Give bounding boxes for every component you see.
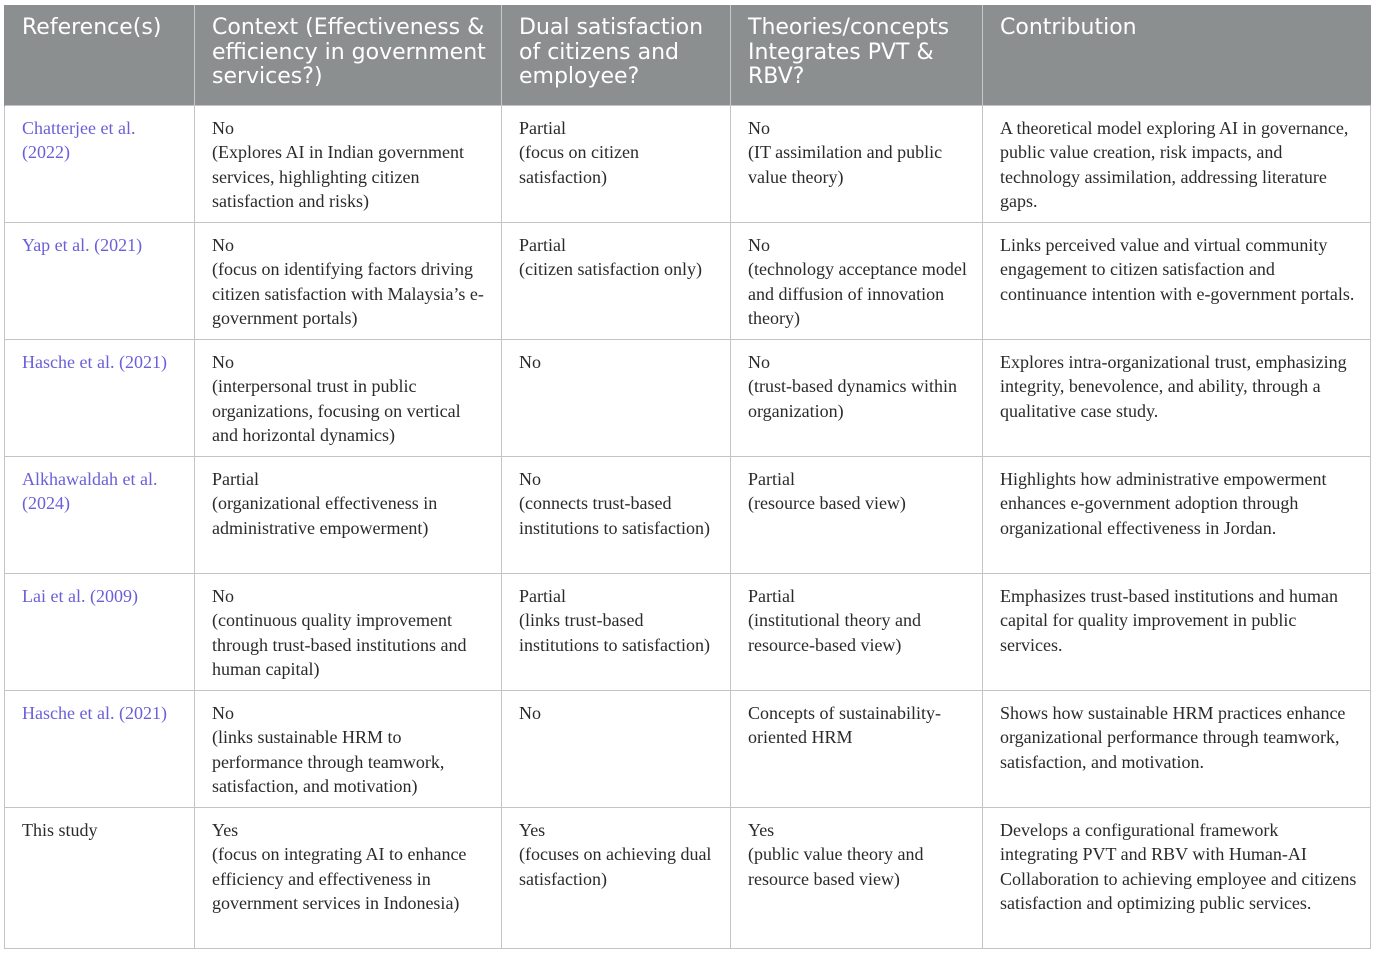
context-detail: (organizational effectiveness in administrative empowerment) [212,493,438,538]
theory-detail: (IT assimilation and public value theory) [748,142,943,187]
reference-link[interactable]: Hasche et al. (2021) [5,690,195,807]
context-detail: (continuous quality improvement through trust-based institutions and human capital) [212,610,467,680]
theory-detail: (public value theory and resource based view) [748,844,924,889]
dual-detail: (connects trust-based institutions to satisfaction) [519,493,710,538]
table-row [5,456,1371,573]
theory-cell [731,456,983,573]
table-row [5,339,1371,456]
table-row [5,807,1371,948]
header-reference: Reference(s) [5,5,195,105]
contribution-cell: Shows how sustainable HRM practices enhance organizational performance through teamwork, satisfaction, and motivation. [983,690,1371,807]
context-label: No [212,702,234,723]
context-detail: (focus on integrating AI to enhance efficiency and effectiveness in government services in Indonesia) [212,844,467,914]
dual-detail: (focus on citizen satisfaction) [519,142,639,187]
theory-detail: (technology acceptance model and diffusion of innovation theory) [748,259,967,329]
header-row [5,5,1371,105]
contribution-cell: Emphasizes trust-based institutions and human capital for quality improvement in public services. [983,573,1371,690]
context-label: No [212,234,234,255]
dual-detail: (focuses on achieving dual satisfaction) [519,844,712,889]
context-cell [195,690,502,807]
header-dual-satisfaction: Dual satisfaction of citizens and employee? [502,5,731,105]
context-detail: (Explores AI in Indian government services, highlighting citizen satisfaction and risks) [212,142,464,212]
table-body [5,105,1371,948]
dual-label: Yes [519,819,546,840]
context-cell [195,573,502,690]
dual-label: Partial [519,585,566,606]
theory-cell [731,573,983,690]
context-cell [195,105,502,222]
header-context: Context (Effectiveness & efficiency in government services?) [195,5,502,105]
table-row [5,573,1371,690]
theory-label: No [748,351,770,372]
contribution-cell: Links perceived value and virtual community engagement to citizen satisfaction and continuance intention with e-government portals. [983,222,1371,339]
theory-cell [731,339,983,456]
context-label: No [212,351,234,372]
table-header [5,5,1371,105]
table-row [5,222,1371,339]
dual-cell [502,222,731,339]
reference-link[interactable]: Alkhawaldah et al. (2024) [5,456,195,573]
theory-detail: (trust-based dynamics within organization) [748,376,957,421]
theory-label: Partial [748,585,795,606]
comparison-table [4,5,1371,949]
reference-link[interactable]: Hasche et al. (2021) [5,339,195,456]
reference-link[interactable]: Lai et al. (2009) [5,573,195,690]
dual-detail: (citizen satisfaction only) [519,259,702,280]
dual-label: No [519,351,541,372]
dual-cell [502,339,731,456]
theory-label: Concepts of sustainability-oriented HRM [748,702,941,748]
dual-label: No [519,468,541,489]
header-contribution: Contribution [983,5,1371,105]
dual-cell [502,690,731,807]
reference-link[interactable]: Yap et al. (2021) [5,222,195,339]
reference-link[interactable]: Chatterjee et al. (2022) [5,105,195,222]
theory-cell [731,222,983,339]
dual-label: Partial [519,234,566,255]
theory-label: No [748,117,770,138]
context-label: Partial [212,468,259,489]
context-detail: (links sustainable HRM to performance through teamwork, satisfaction, and motivation) [212,727,445,797]
context-cell [195,807,502,948]
theory-cell [731,807,983,948]
theory-label: Partial [748,468,795,489]
context-detail: (focus on identifying factors driving citizen satisfaction with Malaysia’s e-government portals) [212,259,484,329]
contribution-cell: Develops a configurational framework integrating PVT and RBV with Human-AI Collaboration to achieving employee and citizens satisfaction and optimizing public services. [983,807,1371,948]
contribution-cell: Explores intra-organizational trust, emphasizing integrity, benevolence, and ability, through a qualitative case study. [983,339,1371,456]
theory-cell [731,105,983,222]
dual-cell [502,573,731,690]
dual-label: Partial [519,117,566,138]
contribution-cell: Highlights how administrative empowerment enhances e-government adoption through organizational effectiveness in Jordan. [983,456,1371,573]
context-label: Yes [212,819,239,840]
context-detail: (interpersonal trust in public organizations, focusing on vertical and horizontal dynamics) [212,376,461,446]
table-row [5,105,1371,222]
context-cell [195,339,502,456]
theory-detail: (institutional theory and resource-based view) [748,610,921,655]
table-row [5,690,1371,807]
context-cell [195,222,502,339]
dual-cell [502,105,731,222]
theory-detail: (resource based view) [748,493,906,514]
dual-cell [502,456,731,573]
dual-detail: (links trust-based institutions to satisfaction) [519,610,710,655]
theory-label: No [748,234,770,255]
header-theories: Theories/concepts Integrates PVT & RBV? [731,5,983,105]
context-cell [195,456,502,573]
theory-label: Yes [748,819,775,840]
theory-cell [731,690,983,807]
dual-label: No [519,702,541,723]
contribution-cell: A theoretical model exploring AI in governance, public value creation, risk impacts, and technology assimilation, addressing literature gaps. [983,105,1371,222]
context-label: No [212,585,234,606]
dual-cell [502,807,731,948]
context-label: No [212,117,234,138]
reference-text: This study [5,807,195,948]
